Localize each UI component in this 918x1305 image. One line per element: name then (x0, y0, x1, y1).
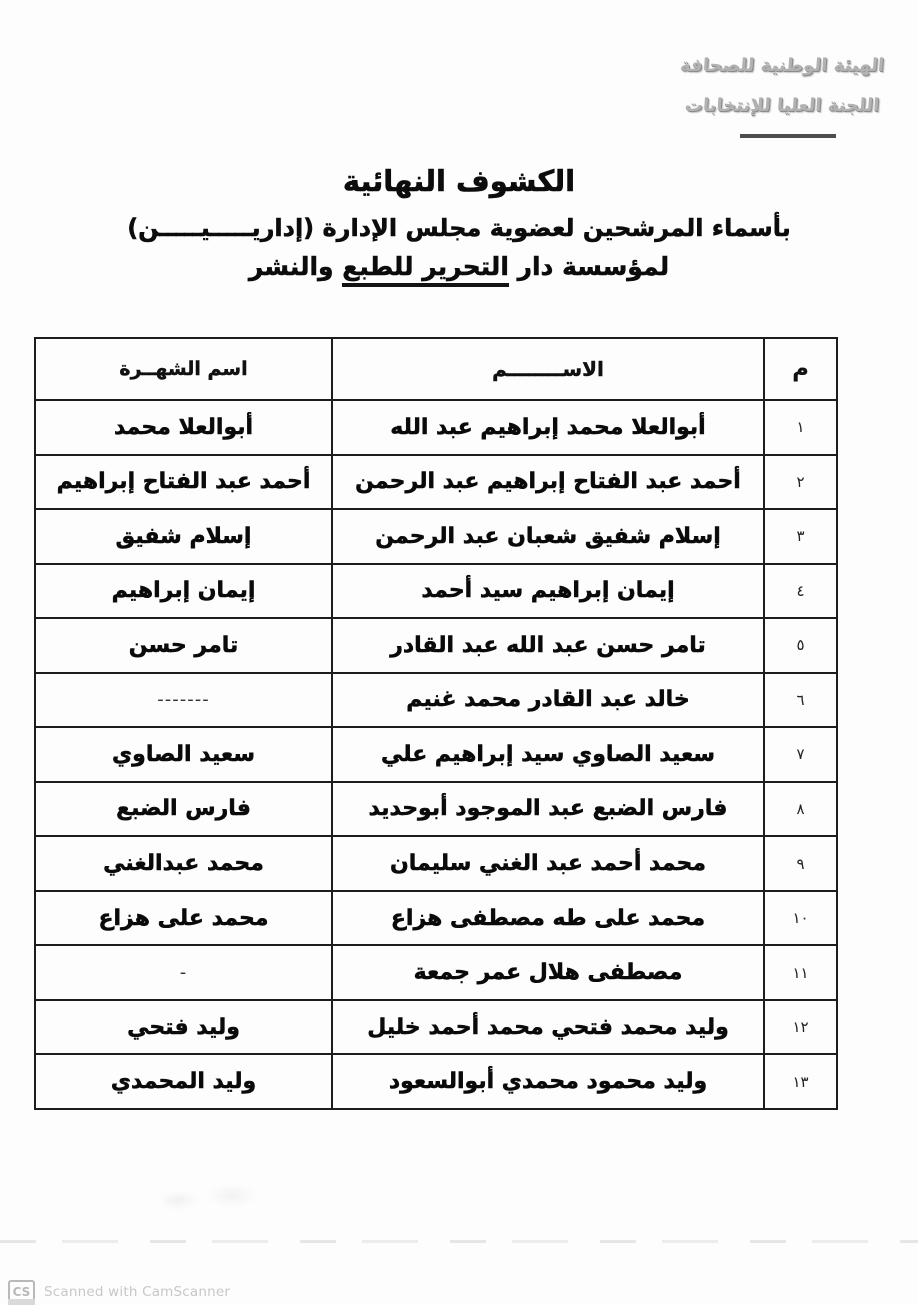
nickname-cell: وليد فتحي (35, 1000, 332, 1055)
column-header-nickname: اسم الشهــرة (35, 338, 332, 400)
nickname-cell: أبوالعلا محمد (35, 400, 332, 455)
name-cell: إيمان إبراهيم سيد أحمد (332, 564, 764, 619)
candidates-table (34, 337, 838, 1110)
index-cell: ٩ (764, 836, 837, 891)
nickname-cell: ------- (35, 673, 332, 728)
column-header-name: الاســــــــم (332, 338, 764, 400)
index-cell: ٢ (764, 455, 837, 510)
nickname-cell: وليد المحمدي (35, 1054, 332, 1109)
name-cell: سعيد الصاوي سيد إبراهيم علي (332, 727, 764, 782)
document-title-block (0, 164, 918, 281)
nickname-cell: سعيد الصاوي (35, 727, 332, 782)
name-cell: فارس الضبع عبد الموجود أبوحديد (332, 782, 764, 837)
camscanner-caption: Scanned with CamScanner (44, 1283, 231, 1300)
name-cell: مصطفى هلال عمر جمعة (332, 945, 764, 1000)
letterhead-authority: الهيئة الوطنية للصحافة (679, 55, 885, 76)
table-row (35, 564, 837, 619)
name-cell: أبوالعلا محمد إبراهيم عبد الله (332, 400, 764, 455)
nickname-cell: إيمان إبراهيم (35, 564, 332, 619)
index-cell: ٨ (764, 782, 837, 837)
table-row (35, 945, 837, 1000)
scan-corner-mark-artifact (8, 1299, 35, 1305)
organization-underlined: التحرير للطبع (342, 252, 509, 287)
name-cell: إسلام شفيق شعبان عبد الرحمن (332, 509, 764, 564)
nickname-cell: أحمد عبد الفتاح إبراهيم (35, 455, 332, 510)
nickname-cell: - (35, 945, 332, 1000)
nickname-cell: فارس الضبع (35, 782, 332, 837)
index-cell: ٦ (764, 673, 837, 728)
letterhead (672, 46, 892, 138)
name-cell: وليد محمود محمدي أبوالسعود (332, 1054, 764, 1109)
table-row (35, 455, 837, 510)
nickname-cell: إسلام شفيق (35, 509, 332, 564)
scan-edge-line-artifact (0, 1240, 918, 1243)
table-row (35, 891, 837, 946)
table-row (35, 509, 837, 564)
index-cell: ١٢ (764, 1000, 837, 1055)
index-cell: ١٣ (764, 1054, 837, 1109)
index-cell: ٥ (764, 618, 837, 673)
name-cell: أحمد عبد الفتاح إبراهيم عبد الرحمن (332, 455, 764, 510)
index-cell: ١٠ (764, 891, 837, 946)
name-cell: خالد عبد القادر محمد غنيم (332, 673, 764, 728)
document-title: الكشوف النهائية (342, 164, 576, 198)
organization-post: والنشر (248, 252, 343, 281)
name-cell: تامر حسن عبد الله عبد القادر (332, 618, 764, 673)
letterhead-underline (740, 134, 836, 138)
table-header-row (35, 338, 837, 400)
nickname-cell: تامر حسن (35, 618, 332, 673)
table-row (35, 1000, 837, 1055)
table-row (35, 673, 837, 728)
camscanner-logo-icon: CS (8, 1280, 35, 1303)
name-cell: محمد أحمد عبد الغني سليمان (332, 836, 764, 891)
camscanner-footer (8, 1280, 230, 1303)
index-cell: ١١ (764, 945, 837, 1000)
table-row (35, 1054, 837, 1109)
index-cell: ٤ (764, 564, 837, 619)
letterhead-committee: اللجنة العليا للإنتخابات (684, 95, 881, 116)
column-header-index: م (764, 338, 837, 400)
table-row (35, 618, 837, 673)
nickname-cell: محمد عبدالغني (35, 836, 332, 891)
index-cell: ١ (764, 400, 837, 455)
index-cell: ٧ (764, 727, 837, 782)
scan-smudge-artifact (148, 1180, 268, 1214)
table-row (35, 836, 837, 891)
table-row (35, 400, 837, 455)
index-cell: ٣ (764, 509, 837, 564)
document-subtitle: بأسماء المرشحين لعضوية مجلس الإدارة (إداريـــــيـــــن) (127, 214, 791, 242)
name-cell: وليد محمد فتحي محمد أحمد خليل (332, 1000, 764, 1055)
organization-line (0, 252, 918, 281)
table-row (35, 727, 837, 782)
nickname-cell: محمد على هزاع (35, 891, 332, 946)
table-row (35, 782, 837, 837)
name-cell: محمد على طه مصطفى هزاع (332, 891, 764, 946)
organization-pre: لمؤسسة دار (508, 252, 670, 281)
